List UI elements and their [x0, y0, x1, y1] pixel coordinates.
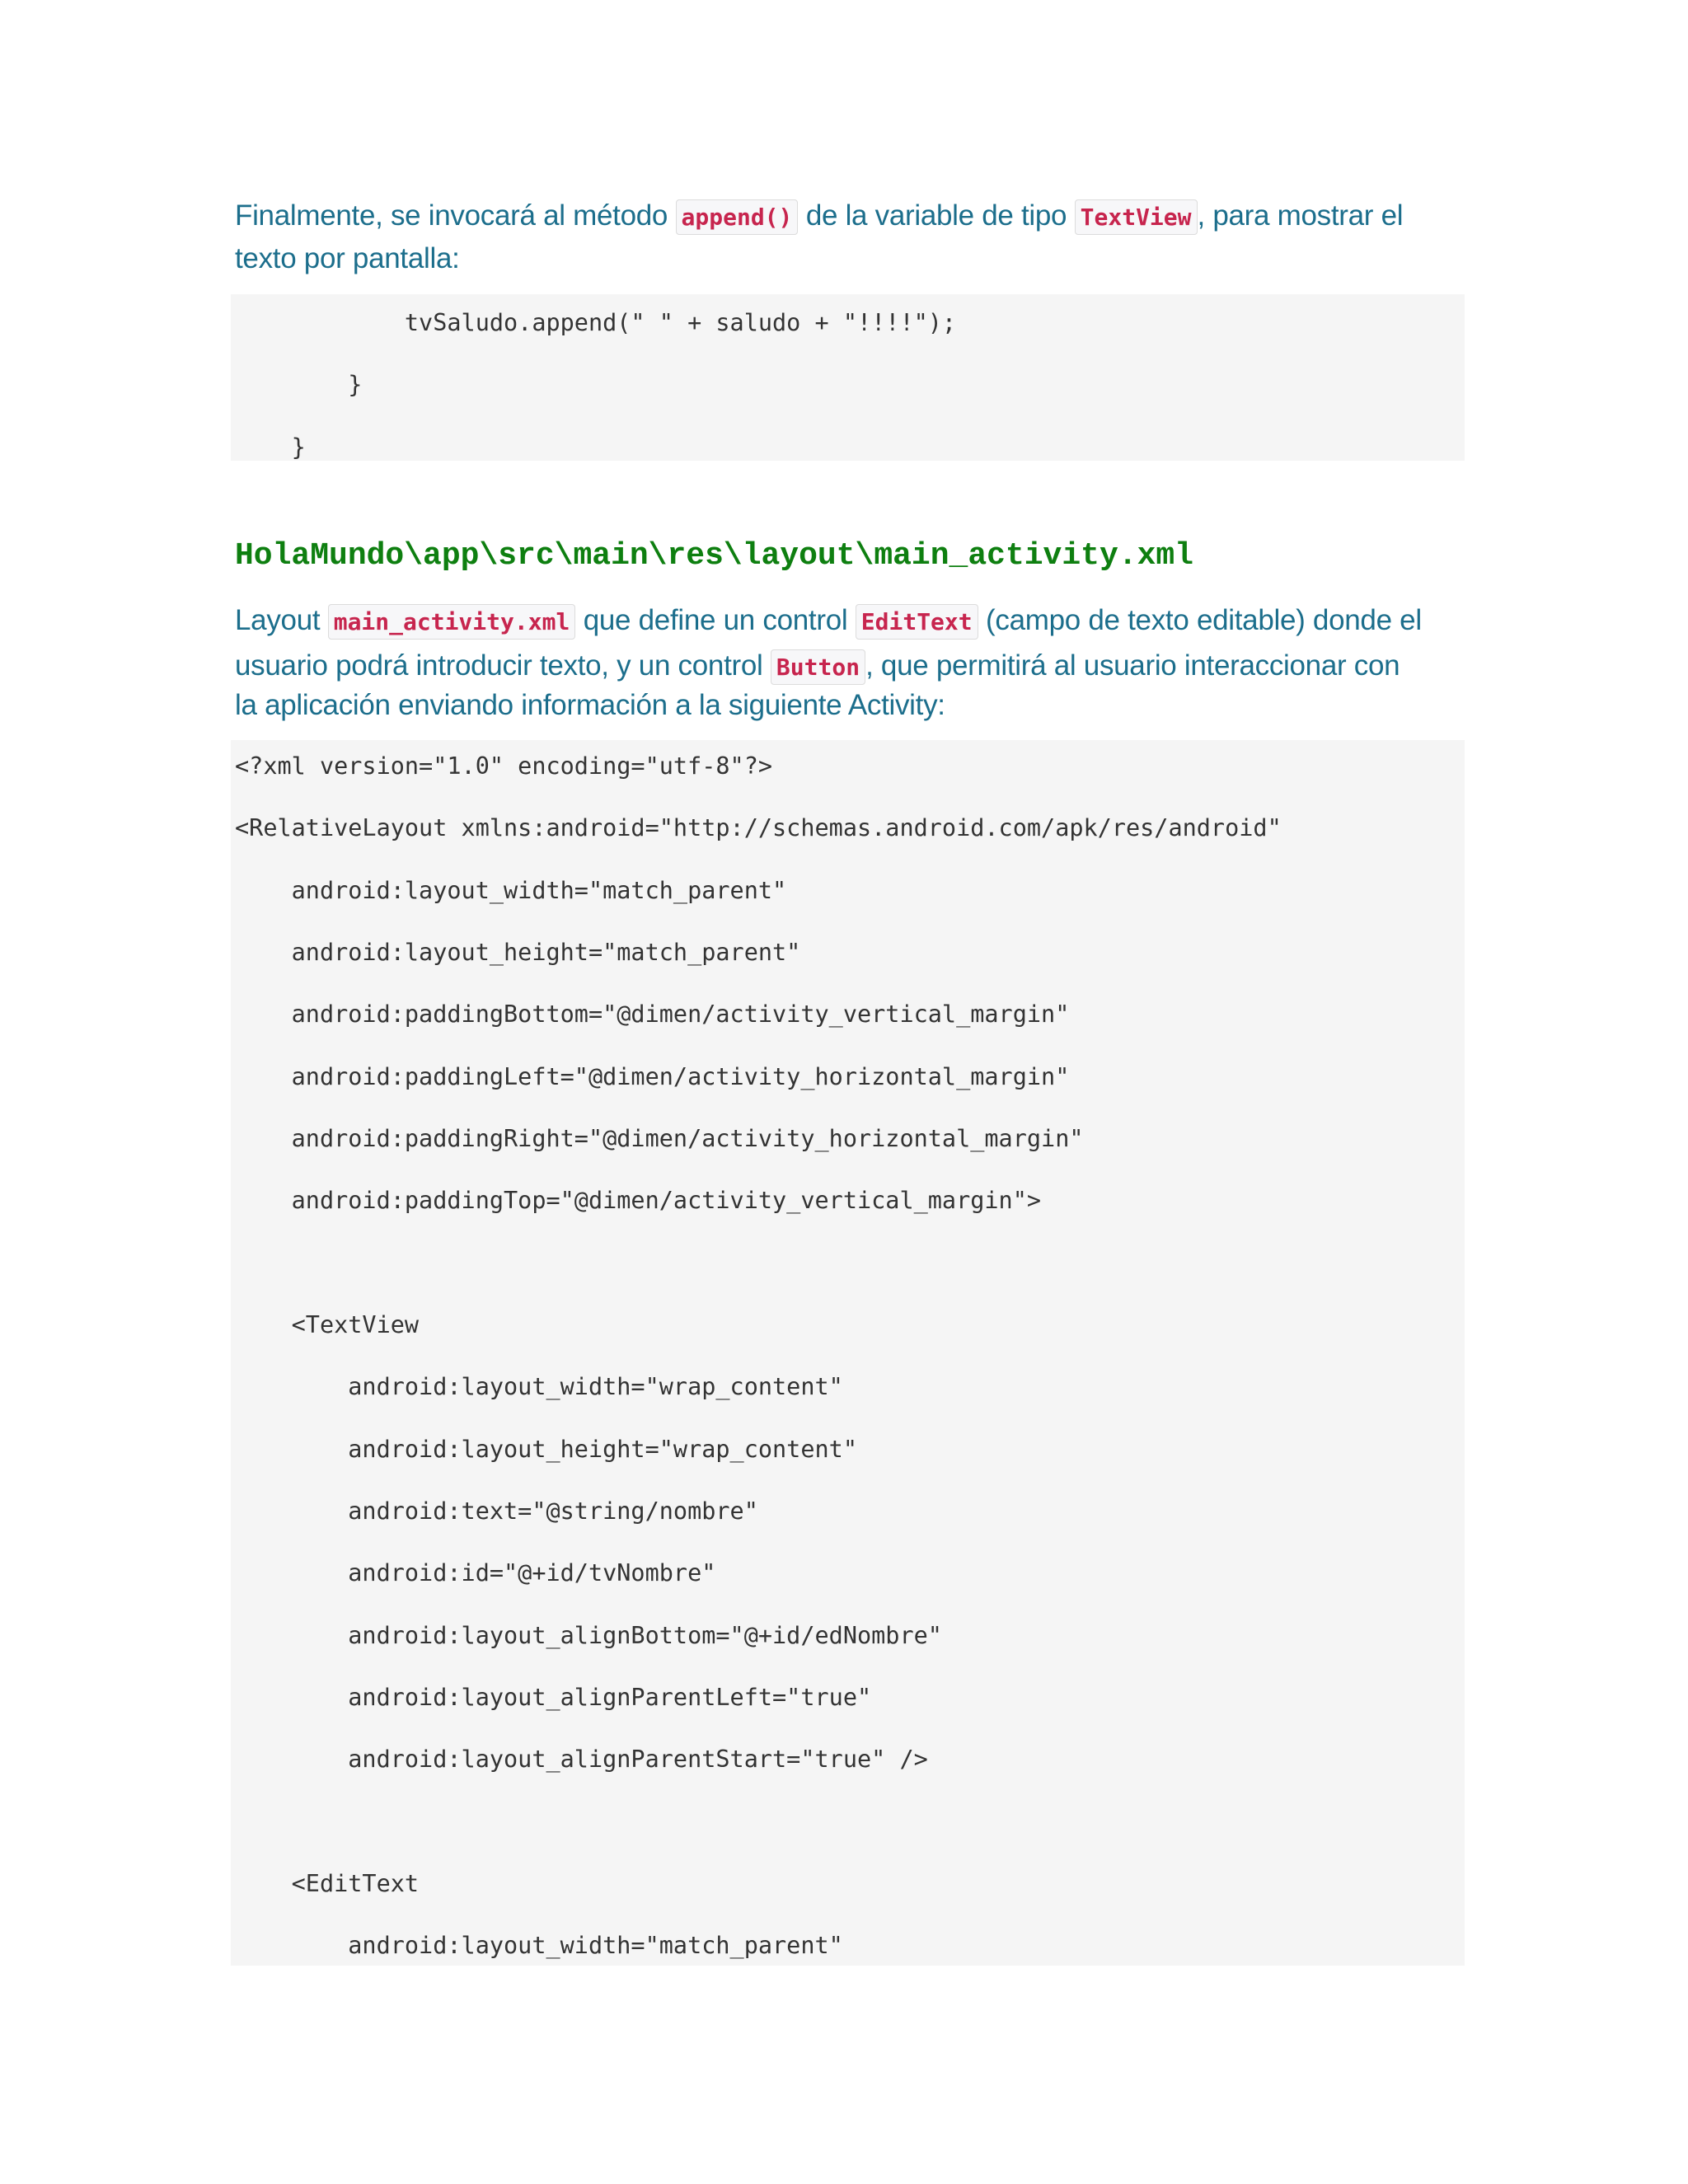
code-line: android:id="@+id/tvNombre" — [235, 1559, 716, 1586]
code-line: android:paddingTop="@dimen/activity_vertical_margin"> — [235, 1187, 1042, 1214]
code-line: } — [235, 371, 363, 398]
code-line: android:layout_height="match_parent" — [235, 939, 801, 966]
code-line: android:layout_width="wrap_content" — [235, 1373, 843, 1400]
layout-desc-line-1 — [235, 600, 1455, 645]
code-line: } — [235, 434, 306, 461]
intro-paragraph — [235, 195, 1455, 279]
code-line: android:layout_width="match_parent" — [235, 877, 787, 904]
intro-text-3: , para mostrar el — [1197, 199, 1404, 232]
code-line: <RelativeLayout xmlns:android="http://schemas.android.com/apk/res/android" — [235, 814, 1282, 841]
inline-code-textview: TextView — [1075, 199, 1198, 235]
code-line: android:layout_alignParentLeft="true" — [235, 1684, 872, 1711]
inline-code-filename: main_activity.xml — [328, 604, 576, 640]
code-line: android:layout_alignParentStart="true" /> — [235, 1746, 928, 1773]
layout-desc-line-3: la aplicación enviando información a la siguiente Activity: — [235, 689, 945, 721]
code-line: android:paddingRight="@dimen/activity_horizontal_margin" — [235, 1125, 1084, 1152]
inline-code-button: Button — [771, 649, 865, 685]
code-line: <?xml version="1.0" encoding="utf-8"?> — [235, 752, 773, 780]
layout-desc-text-4: usuario podrá introducir texto, y un control — [235, 649, 771, 682]
inline-code-append: append() — [676, 199, 799, 235]
code-line: android:paddingBottom="@dimen/activity_vertical_margin" — [235, 1001, 1070, 1028]
code-line: android:text="@string/nombre" — [235, 1497, 758, 1525]
intro-line-1 — [235, 195, 1455, 238]
code-line: android:layout_alignBottom="@+id/edNombre" — [235, 1622, 942, 1649]
code-line: <TextView — [235, 1311, 420, 1338]
code-block-java — [231, 294, 1465, 461]
code-line: android:paddingLeft="@dimen/activity_horizontal_margin" — [235, 1063, 1070, 1090]
intro-text-1: Finalmente, se invocará al método — [235, 199, 676, 232]
inline-code-edittext: EditText — [856, 604, 978, 640]
code-line: android:layout_height="wrap_content" — [235, 1436, 857, 1463]
code-line: tvSaludo.append(" " + saludo + "!!!!"); — [235, 309, 957, 336]
layout-desc-text-2: que define un control — [575, 604, 856, 636]
layout-desc-text-1: Layout — [235, 604, 328, 636]
code-line: android:layout_width="match_parent" — [235, 1932, 843, 1959]
code-block-xml — [231, 740, 1465, 1966]
layout-description — [235, 600, 1455, 726]
layout-desc-line-2 — [235, 645, 1455, 685]
intro-line-2: texto por pantalla: — [235, 242, 460, 274]
layout-desc-text-3: (campo de texto editable) donde el — [978, 604, 1422, 636]
intro-text-2: de la variable de tipo — [798, 199, 1075, 232]
code-line: <EditText — [235, 1870, 420, 1897]
layout-desc-text-5: , que permitirá al usuario interaccionar con — [865, 649, 1400, 682]
file-path-heading: HolaMundo\app\src\main\res\layout\main_activity.xml — [235, 538, 1193, 574]
